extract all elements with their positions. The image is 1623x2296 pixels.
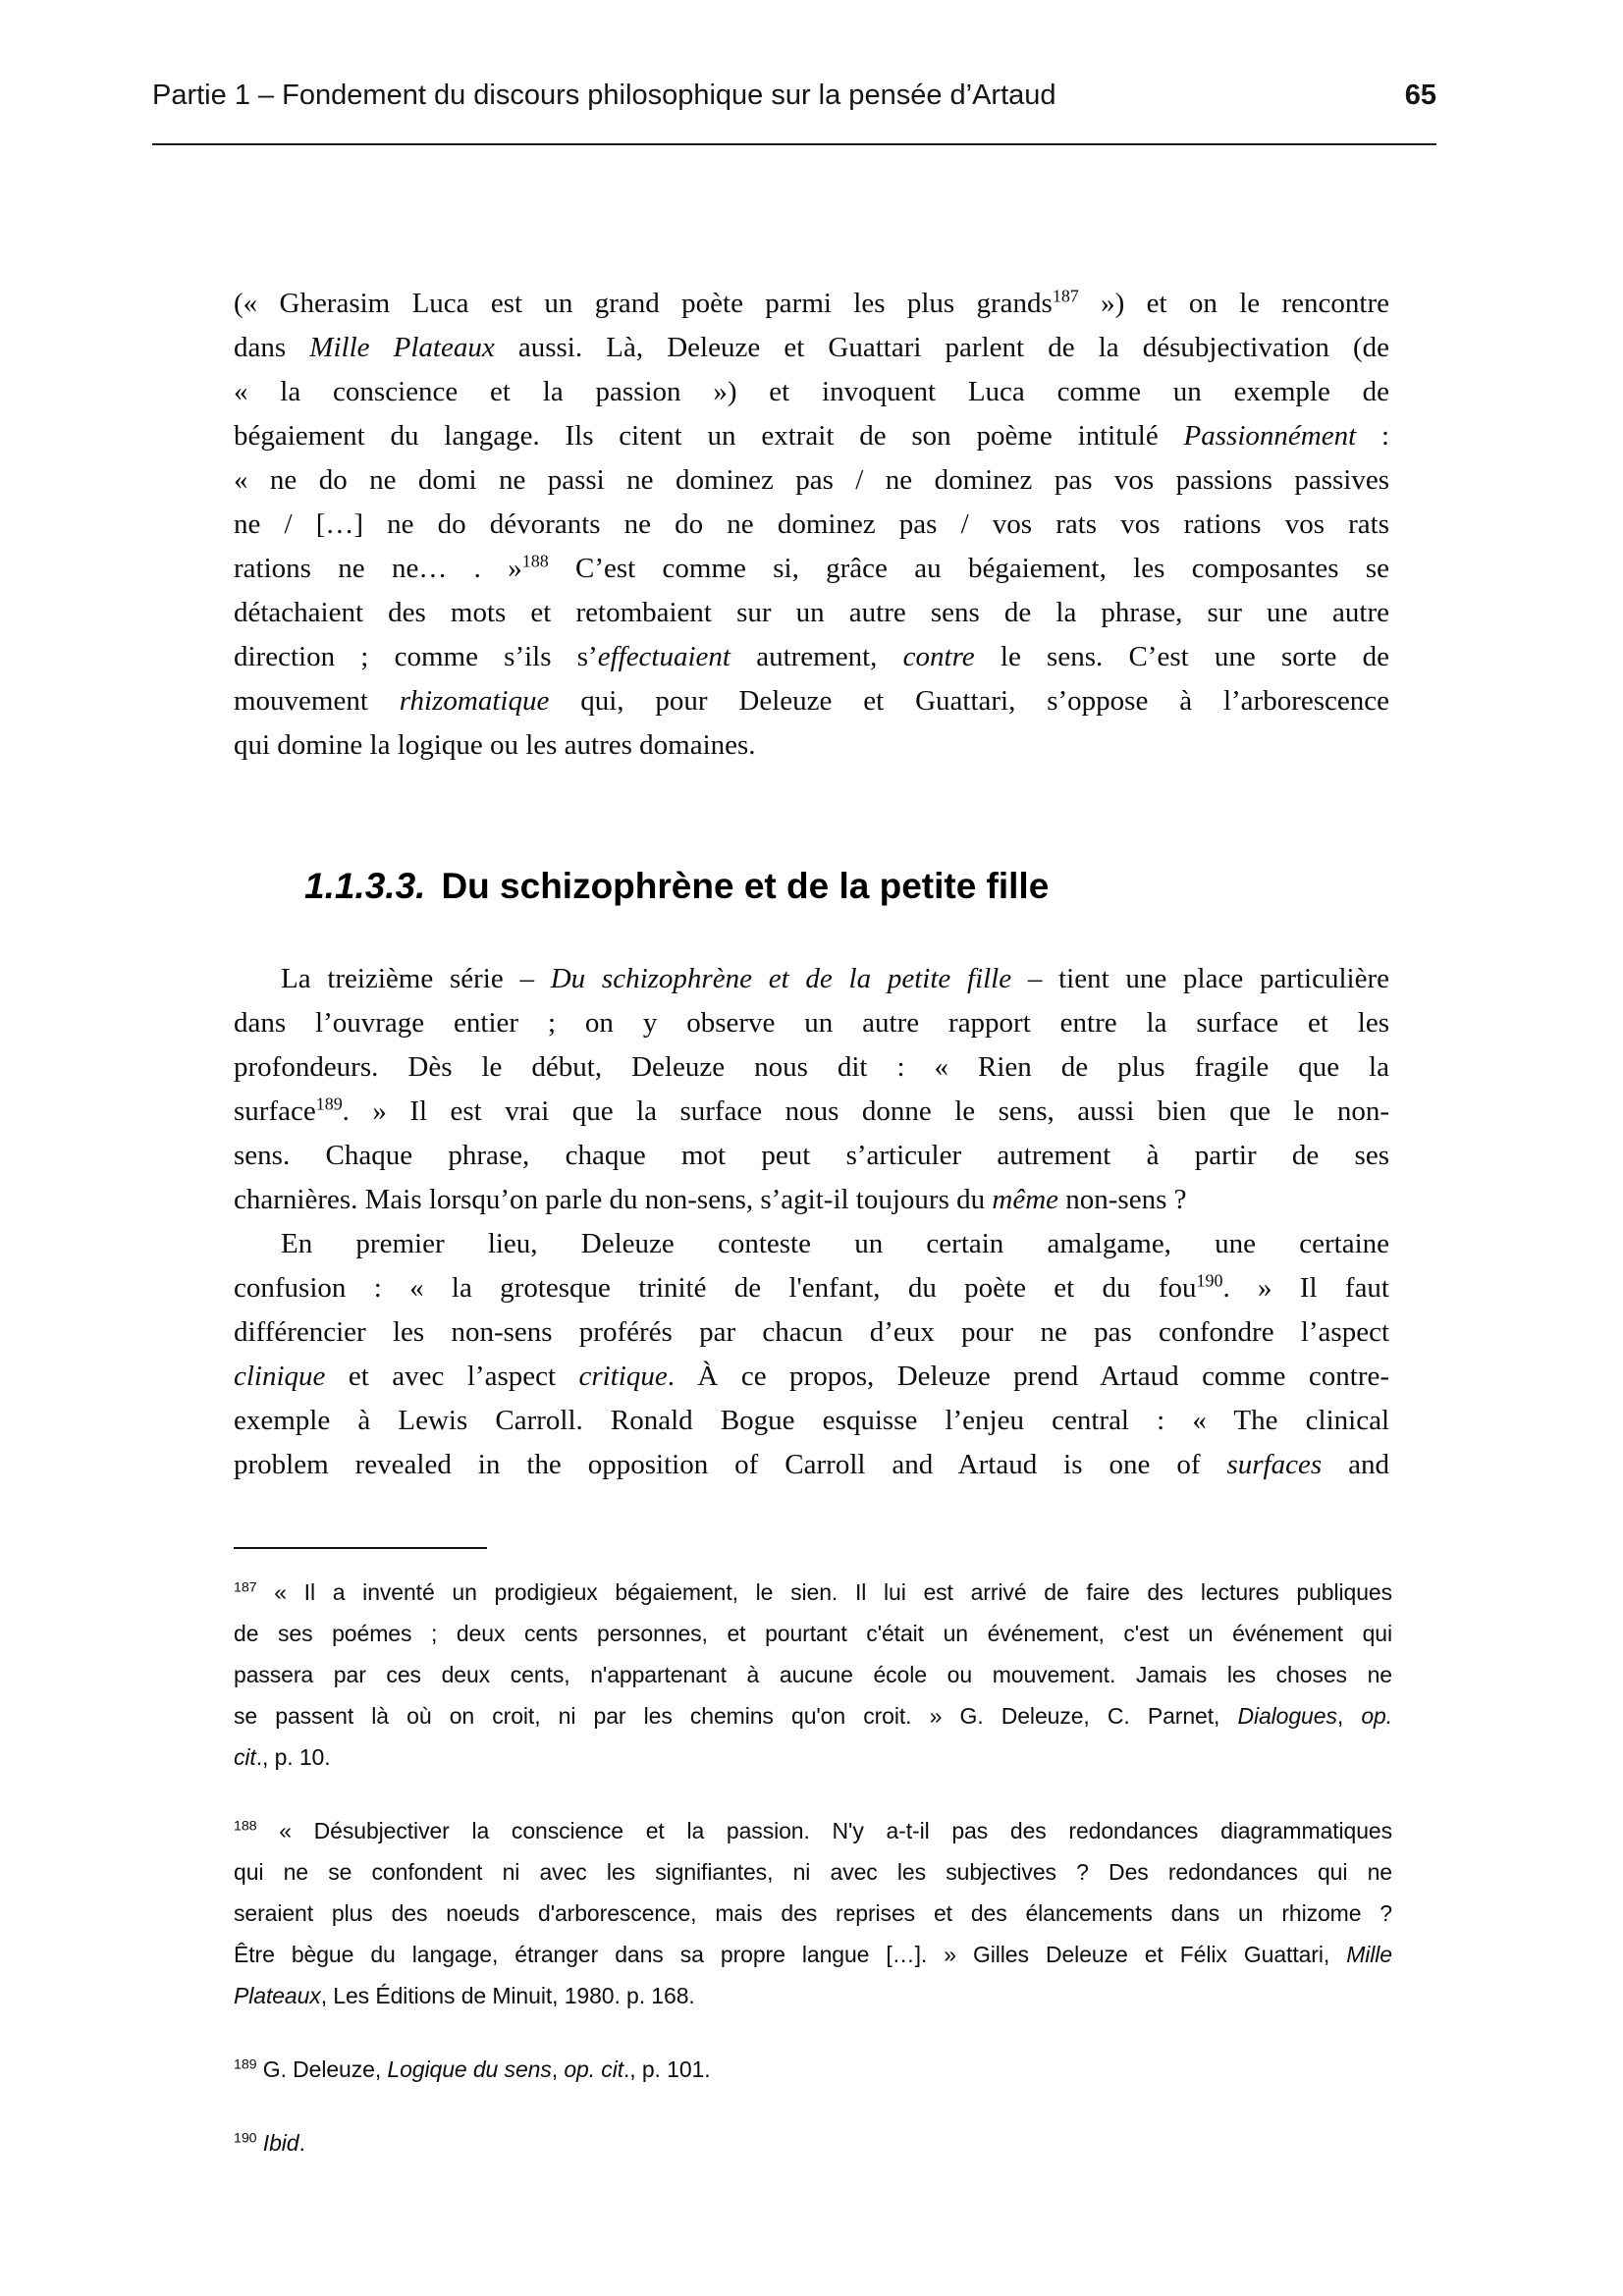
header-rule bbox=[152, 143, 1436, 145]
text-line: (« Gherasim Luca est un grand poète parmi les plus grands$^{187}$ ») et on le rencontre bbox=[234, 286, 1389, 319]
text-line: seraient plus des noeuds d'arborescence, mais des reprises et des élancements dans un rhizome ? bbox=[234, 1900, 1392, 1926]
text-line: qui domine la logique ou les autres domaines. bbox=[234, 729, 756, 761]
text-line: $^{187}$ « Il a inventé un prodigieux bégaiement, le sien. Il lui est arrivé de faire des lectures publiques bbox=[234, 1579, 1392, 1605]
text-line: ne / […] ne do dévorants ne do ne dominez pas / vos rats vos rations vos rats bbox=[234, 508, 1389, 540]
text-line: $^{188}$ « Désubjectiver la conscience et la passion. N'y a-t-il pas des redondances diagrammatiques bbox=[234, 1818, 1392, 1843]
page-number: 65 bbox=[1404, 80, 1436, 111]
heading-number: 1.1.3.3. bbox=[304, 866, 426, 906]
text-line: rations ne ne… . »$^{188}$ C’est comme si, grâce au bégaiement, les composantes se bbox=[234, 551, 1389, 584]
text-line: dans l’ouvrage entier ; on y observe un autre rapport entre la surface et les bbox=[234, 1007, 1389, 1039]
footnote-separator bbox=[234, 1547, 487, 1549]
text-line: confusion : « la grotesque trinité de l'enfant, du poète et du fou$^{190}$. » Il faut bbox=[234, 1270, 1389, 1304]
text-line: qui ne se confondent ni avec les signifiantes, ni avec les subjectives ? Des redondances qui ne bbox=[234, 1859, 1392, 1885]
paragraph bbox=[234, 282, 1389, 768]
text-line: En premier lieu, Deleuze conteste un certain amalgame, une certaine bbox=[281, 1228, 1389, 1259]
footnote bbox=[234, 1810, 1392, 2016]
section-heading bbox=[304, 863, 1389, 910]
text-line: charnières. Mais lorsqu’on parle du non-sens, s’agit-il toujours du même non-sens ? bbox=[234, 1184, 1187, 1215]
text-line: surface$^{189}$. » Il est vrai que la surface nous donne le sens, aussi bien que le non- bbox=[234, 1094, 1389, 1127]
text-line: cit., p. 10. bbox=[234, 1744, 331, 1770]
text-line: différencier les non-sens proférés par chacun d’eux pour ne pas confondre l’aspect bbox=[234, 1316, 1389, 1348]
text-line: $^{190}$ Ibid. bbox=[234, 2130, 305, 2156]
text-line: $^{189}$ G. Deleuze, Logique du sens, op. cit., p. 101. bbox=[234, 2056, 711, 2082]
page-header bbox=[152, 75, 1436, 116]
footnote bbox=[234, 2122, 1392, 2163]
footnote bbox=[234, 2049, 1392, 2090]
heading-title: Du schizophrène et de la petite fille bbox=[441, 866, 1050, 906]
paragraph bbox=[234, 1222, 1389, 1487]
text-line: profondeurs. Dès le début, Deleuze nous dit : « Rien de plus fragile que la bbox=[234, 1051, 1389, 1083]
text-line: Plateaux, Les Éditions de Minuit, 1980. p. 168. bbox=[234, 1983, 695, 2008]
text-line: « ne do ne domi ne passi ne dominez pas / ne dominez pas vos passions passives bbox=[234, 464, 1389, 496]
text-line: sens. Chaque phrase, chaque mot peut s’articuler autrement à partir de ses bbox=[234, 1140, 1389, 1171]
text-line: détachaient des mots et retombaient sur un autre sens de la phrase, sur une autre bbox=[234, 597, 1389, 628]
footnotes bbox=[234, 1572, 1392, 2196]
header-title: Partie 1 – Fondement du discours philosophique sur la pensée d’Artaud bbox=[152, 80, 1056, 111]
text-line: bégaiement du langage. Ils citent un extrait de son poème intitulé Passionnément : bbox=[234, 420, 1389, 452]
paragraph bbox=[234, 957, 1389, 1222]
text-line: clinique et avec l’aspect critique. À ce propos, Deleuze prend Artaud comme contre- bbox=[234, 1361, 1389, 1392]
footnote bbox=[234, 1572, 1392, 1778]
text-line: se passent là où on croit, ni par les chemins qu'on croit. » G. Deleuze, C. Parnet, Dialogues, op. bbox=[234, 1703, 1392, 1729]
text-line: « la conscience et la passion ») et invoquent Luca comme un exemple de bbox=[234, 376, 1389, 407]
text-line: problem revealed in the opposition of Carroll and Artaud is one of surfaces and bbox=[234, 1449, 1389, 1480]
text-line: dans Mille Plateaux aussi. Là, Deleuze et Guattari parlent de la désubjectivation (de bbox=[234, 332, 1389, 363]
text-line: de ses poémes ; deux cents personnes, et pourtant c'était un événement, c'est un événement qui bbox=[234, 1621, 1392, 1646]
text-line: mouvement rhizomatique qui, pour Deleuze et Guattari, s’oppose à l’arborescence bbox=[234, 685, 1389, 717]
text-line: La treizième série – Du schizophrène et de la petite fille – tient une place particulière bbox=[281, 963, 1389, 994]
body-text bbox=[234, 282, 1389, 1487]
text-line: Être bègue du langage, étranger dans sa propre langue […]. » Gilles Deleuze et Félix Guattari, Mille bbox=[234, 1942, 1392, 1967]
text-line: direction ; comme s’ils s’effectuaient autrement, contre le sens. C’est une sorte de bbox=[234, 641, 1389, 672]
text-line: passera par ces deux cents, n'appartenant à aucune école ou mouvement. Jamais les choses ne bbox=[234, 1662, 1392, 1687]
text-line: exemple à Lewis Carroll. Ronald Bogue esquisse l’enjeu central : « The clinical bbox=[234, 1405, 1389, 1436]
